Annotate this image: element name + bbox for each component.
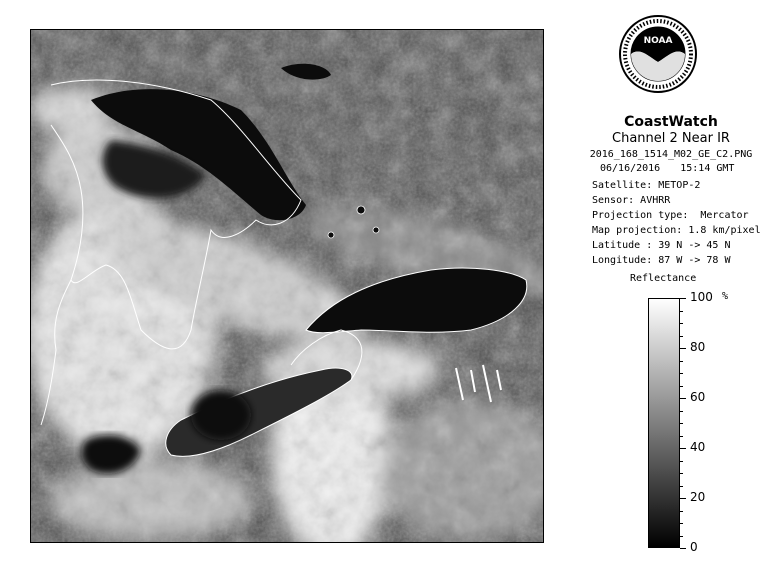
- satellite-map: [31, 30, 544, 543]
- colorbar-tick: [680, 386, 683, 387]
- legend-unit: %: [722, 291, 729, 302]
- colorbar-tick-label: 20: [690, 490, 706, 504]
- meta-projection-type: Projection type: Mercator: [592, 210, 749, 221]
- colorbar-tick: [680, 323, 683, 324]
- colorbar-tick: [680, 423, 683, 424]
- meta-longitude: Longitude: 87 W -> 78 W: [592, 255, 731, 266]
- colorbar-tick-label: 80: [690, 340, 706, 354]
- acquisition-time: 15:14 GMT: [680, 163, 735, 174]
- meta-latitude: Latitude : 39 N -> 45 N: [592, 240, 731, 251]
- colorbar-tick: [680, 373, 683, 374]
- colorbar-tick: [680, 411, 683, 412]
- colorbar-tick: [680, 486, 683, 487]
- legend-title: Reflectance: [630, 273, 697, 284]
- colorbar-tick-label: 100: [690, 290, 713, 304]
- colorbar-tick: [680, 298, 686, 299]
- colorbar-tick-label: 40: [690, 440, 706, 454]
- channel-name: Channel 2 Near IR: [612, 131, 730, 146]
- product-title: CoastWatch: [624, 114, 718, 130]
- colorbar-tick: [680, 348, 686, 349]
- colorbar-tick: [680, 498, 686, 499]
- colorbar-tick: [680, 448, 686, 449]
- colorbar-tick: [680, 311, 683, 312]
- meta-satellite: Satellite: METOP-2: [592, 180, 701, 191]
- colorbar-tick: [680, 473, 683, 474]
- colorbar-tick-label: 60: [690, 390, 706, 404]
- colorbar-tick: [680, 548, 686, 549]
- meta-sensor: Sensor: AVHRR: [592, 195, 671, 206]
- acquisition-date: 06/16/2016: [600, 163, 661, 174]
- colorbar-tick: [680, 436, 683, 437]
- satellite-image: [30, 29, 544, 543]
- date-time: [600, 163, 782, 174]
- colorbar-tick: [680, 461, 683, 462]
- meta-map-projection: Map projection: 1.8 km/pixel: [592, 225, 761, 236]
- colorbar-tick: [680, 511, 683, 512]
- noaa-logo: [618, 14, 698, 94]
- reflectance-colorbar: [648, 298, 680, 548]
- colorbar-tick: [680, 398, 686, 399]
- colorbar-tick: [680, 336, 683, 337]
- colorbar-tick: [680, 523, 683, 524]
- logo-text: NOAA: [643, 36, 673, 46]
- colorbar-tick: [680, 361, 683, 362]
- colorbar-tick-label: 0: [690, 540, 698, 554]
- metadata-list: [592, 178, 782, 268]
- product-info: [560, 114, 782, 268]
- colorbar-tick: [680, 536, 683, 537]
- file-name: 2016_168_1514_M02_GE_C2.PNG: [589, 149, 753, 160]
